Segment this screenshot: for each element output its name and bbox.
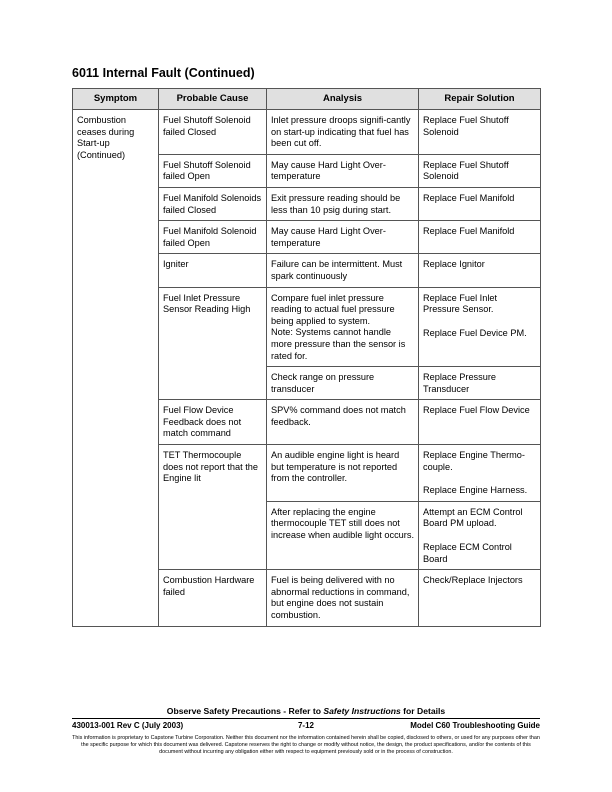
repair-text: Replace Engine Thermo-couple.	[423, 450, 525, 472]
repair-solution-cell	[419, 110, 541, 155]
header-analysis: Analysis	[267, 89, 419, 110]
analysis-text: After replacing the engine thermocouple TET still does not increase when audible light occurs.	[271, 506, 414, 541]
page-number: 7-12	[297, 721, 314, 730]
analysis-cell	[267, 367, 419, 400]
repair-solution-cell	[419, 254, 541, 287]
repair-solution-cell	[419, 154, 541, 187]
repair-solution-cell	[419, 287, 541, 367]
analysis-text: May cause Hard Light Over-temperature	[271, 226, 386, 248]
analysis-text: SPV% command does not match feedback.	[271, 405, 406, 427]
probable-cause-cell: Fuel Shutoff Solenoid failed Open	[159, 154, 267, 187]
repair-text: Replace ECM Control Board	[423, 542, 512, 564]
probable-cause-cell: Fuel Shutoff Solenoid failed Closed	[159, 110, 267, 155]
analysis-cell	[267, 187, 419, 220]
analysis-text: Exit pressure reading should be less than 10 psig during start.	[271, 192, 401, 215]
repair-solution-cell	[419, 570, 541, 626]
header-repair-solution: Repair Solution	[419, 89, 541, 110]
analysis-text: Note: Systems cannot handle more pressure than the sensor is rated for.	[271, 327, 406, 361]
analysis-cell	[267, 254, 419, 287]
analysis-text: Fuel is being delivered with no abnormal reductions in command, but engine does not sustain combustion.	[271, 575, 410, 620]
repair-text: Attempt an ECM Control Board PM upload.	[423, 506, 523, 529]
repair-text: Replace Fuel Device PM.	[423, 327, 527, 338]
table-row	[73, 110, 541, 155]
repair-solution-cell	[419, 501, 541, 569]
analysis-cell	[267, 221, 419, 254]
repair-solution-cell	[419, 221, 541, 254]
repair-text: Replace Ignitor	[423, 259, 485, 270]
safety-warning: Observe Safety Precautions - Refer to Safety Instructions for Details	[166, 706, 446, 716]
repair-solution-cell	[419, 367, 541, 400]
guide-title: Model C60 Troubleshooting Guide	[410, 721, 540, 730]
analysis-cell	[267, 501, 419, 569]
analysis-text: An audible engine light is heard but temperature is not reported from the controller.	[271, 450, 400, 484]
header-probable-cause: Probable Cause	[159, 89, 267, 110]
repair-text: Replace Fuel Shutoff Solenoid	[423, 115, 509, 137]
analysis-cell	[267, 287, 419, 367]
repair-text: Replace Pressure Transducer	[423, 372, 497, 394]
probable-cause-cell: Fuel Inlet Pressure Sensor Reading High	[159, 287, 267, 400]
header-symptom: Symptom	[73, 89, 159, 110]
repair-text: Replace Fuel Flow Device	[423, 405, 530, 416]
probable-cause-cell: Combustion Hardware failed	[159, 570, 267, 626]
probable-cause-cell: TET Thermocouple does not report that the Engine lit	[159, 445, 267, 570]
repair-text: Replace Fuel Manifold	[423, 192, 515, 203]
repair-text: Replace Fuel Manifold	[423, 226, 515, 237]
proprietary-disclaimer: This information is proprietary to Capstone Turbine Corporation. Neither this document nor the information contained herein shall be copied, disclosed to others, or used for any purposes other than the specific purpose for which this document was delivered. Capstone reserves the right to change or modify without notice, the design, the product specifications, and/or the contents of this document without incurring any obligation either with respect to equipment previously sold or in the process of construction.	[72, 735, 540, 755]
repair-solution-cell	[419, 445, 541, 502]
analysis-text: Check range on pressure transducer	[271, 372, 375, 394]
section-heading: 6011 Internal Fault (Continued)	[72, 66, 255, 80]
document-number: 430013-001 Rev C (July 2003)	[72, 721, 184, 730]
analysis-text: Failure can be intermittent. Must spark continuously	[271, 259, 403, 281]
analysis-text: Compare fuel inlet pressure reading to actual fuel pressure being applied to system.	[271, 292, 395, 326]
symptom-cell: Combustion ceases during Start-up (Continued)	[73, 110, 159, 627]
footer-divider	[72, 718, 540, 719]
probable-cause-cell: Igniter	[159, 254, 267, 287]
analysis-cell	[267, 110, 419, 155]
repair-solution-cell	[419, 400, 541, 445]
analysis-cell	[267, 400, 419, 445]
probable-cause-cell: Fuel Manifold Solenoid failed Open	[159, 221, 267, 254]
analysis-cell	[267, 570, 419, 626]
probable-cause-cell: Fuel Flow Device Feedback does not match command	[159, 400, 267, 445]
repair-text: Replace Fuel Inlet Pressure Sensor.	[423, 292, 498, 315]
analysis-cell	[267, 154, 419, 187]
probable-cause-cell: Fuel Manifold Solenoids failed Closed	[159, 187, 267, 220]
repair-solution-cell	[419, 187, 541, 220]
repair-text: Check/Replace Injectors	[423, 575, 523, 586]
repair-text: Replace Fuel Shutoff Solenoid	[423, 159, 509, 182]
analysis-text: Inlet pressure droops signifi-cantly on start-up indicating that fuel has been cut off.	[271, 115, 411, 149]
analysis-cell	[267, 445, 419, 502]
troubleshooting-table	[72, 88, 541, 627]
repair-text: Replace Engine Harness.	[423, 485, 528, 496]
analysis-text: May cause Hard Light Over-temperature	[271, 159, 386, 182]
table-header-row	[73, 89, 541, 110]
